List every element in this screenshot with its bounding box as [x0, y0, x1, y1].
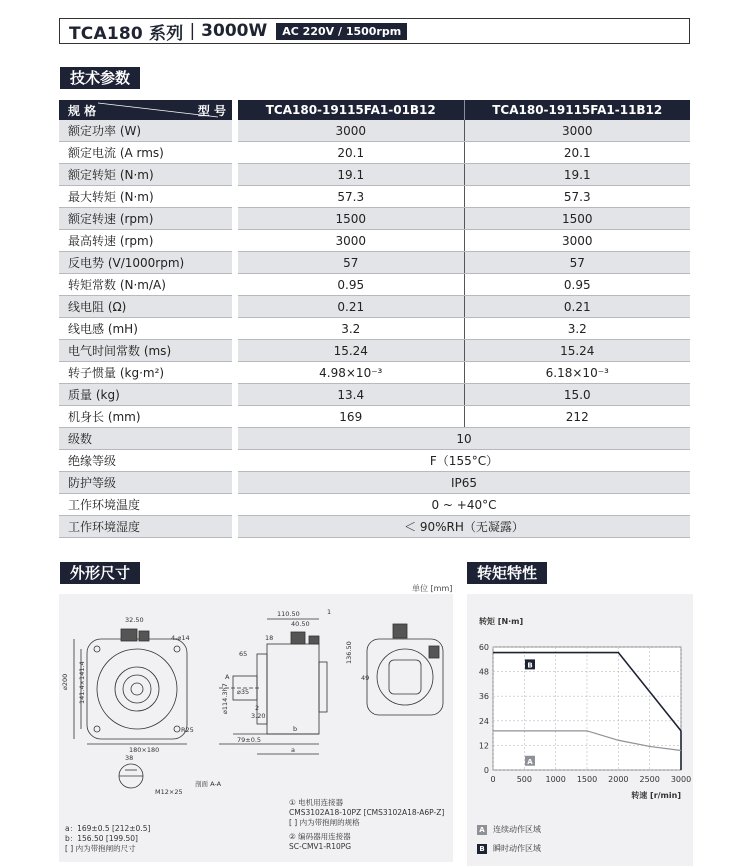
power-rating: 3000W: [201, 21, 268, 41]
spec-label: 最大转矩 (N·m): [59, 186, 232, 208]
x-tick-label: 500: [516, 775, 532, 784]
spec-value-model-1: 3000: [238, 230, 464, 252]
x-tick-label: 2000: [608, 775, 629, 784]
note-connector-1-model: CMS3102A18-10PZ [CMS3102A18-A6P-Z]: [289, 808, 445, 817]
y-tick-label: 36: [478, 692, 489, 702]
spec-value-model-1: 3000: [238, 120, 464, 142]
spec-value-model-2: 15.0: [464, 384, 690, 406]
dim-d20: M12×25: [155, 788, 183, 796]
spec-row: [59, 252, 690, 274]
spec-label: 反电势 (V/1000rpm): [59, 252, 232, 274]
spec-label: 额定转矩 (N·m): [59, 164, 232, 186]
spec-row: [59, 406, 690, 428]
spec-row: [59, 472, 690, 494]
x-tick-label: 1500: [576, 775, 598, 784]
dim-d24: 2: [255, 704, 260, 712]
spec-table: [59, 100, 690, 538]
x-tick-label: 0: [490, 775, 496, 784]
spec-label: 级数: [59, 428, 232, 450]
dim-d11: ⌀114.3h7: [221, 683, 229, 714]
spec-value-model-2: 212: [464, 406, 690, 428]
spec-header-row: [59, 100, 690, 120]
note-b: b：156.50 [199.50]: [65, 834, 138, 843]
spec-value-model-2: 3000: [464, 230, 690, 252]
dim-d12: ⌀35: [237, 688, 250, 696]
dim-d9: 40.50: [291, 620, 310, 628]
notes-left: [65, 824, 150, 854]
spec-value-model-1: 15.24: [238, 340, 464, 362]
dim-d10: 65: [239, 650, 248, 658]
spec-value: F（155°C）: [238, 450, 690, 472]
spec-value-model-2: 57: [464, 252, 690, 274]
spec-value-model-2: 57.3: [464, 186, 690, 208]
note-bracket: [ ] 内为带抱闸的尺寸: [65, 844, 136, 853]
spec-label: 防护等级: [59, 472, 232, 494]
spec-value-model-2: 3000: [464, 120, 690, 142]
y-tick-label: 12: [478, 741, 489, 751]
dim-d17: 136.50: [345, 641, 353, 664]
spec-value-model-1: 20.1: [238, 142, 464, 164]
spec-label: 转子惯量 (kg·m²): [59, 362, 232, 384]
dim-d19: 38: [125, 754, 134, 762]
corner-left: 规 格: [68, 103, 97, 118]
corner-diagonal-icon: [98, 100, 218, 120]
note-connector-2: ② 编码器用连接器: [289, 832, 351, 841]
x-tick-label: 3000: [670, 775, 692, 784]
spec-value-model-1: 13.4: [238, 384, 464, 406]
spec-value-model-2: 15.24: [464, 340, 690, 362]
y-axis-label: 转矩 [N·m]: [479, 617, 524, 626]
spec-label: 绝缘等级: [59, 450, 232, 472]
front-body-circle: [97, 649, 177, 729]
dim-d14: 79±0.5: [237, 736, 262, 744]
spec-value-model-1: 0.21: [238, 296, 464, 318]
spec-label: 额定转速 (rpm): [59, 208, 232, 230]
dim-d16: a: [291, 746, 295, 754]
spec-value: ＜ 90%RH（无凝露）: [238, 516, 690, 538]
spec-value: 10: [238, 428, 690, 450]
dim-d6: R25: [181, 726, 194, 734]
spec-value-model-2: 3.2: [464, 318, 690, 340]
spec-label: 机身长 (mm): [59, 406, 232, 428]
legend-a-swatch: A: [477, 825, 487, 835]
spec-value-model-2: 6.18×10⁻³: [464, 362, 690, 384]
spec-corner: [59, 100, 232, 120]
note-a: a：169±0.5 [212±0.5]: [65, 824, 151, 833]
spec-label: 工作环境温度: [59, 494, 232, 516]
dim-d13: 3.20: [251, 712, 266, 720]
y-tick-label: 48: [478, 667, 489, 677]
spec-row: [59, 296, 690, 318]
x-tick-label: 1000: [545, 775, 566, 784]
spec-label: 质量 (kg): [59, 384, 232, 406]
spec-row: [59, 516, 690, 538]
legend-a-label: 连续动作区域: [493, 825, 541, 834]
spec-value-model-1: 4.98×10⁻³: [238, 362, 464, 384]
note-connector-1: ① 电机用连接器: [289, 798, 344, 807]
spec-value-model-1: 0.95: [238, 274, 464, 296]
spec-value-model-2: 1500: [464, 208, 690, 230]
y-tick-label: 0: [483, 766, 489, 775]
model-1-header: TCA180-19115FA1-01B12: [238, 100, 464, 120]
model-2-header: TCA180-19115FA1-11B12: [464, 100, 690, 120]
side-body: [267, 644, 319, 734]
spec-value-model-1: 169: [238, 406, 464, 428]
notes-right: [289, 798, 444, 852]
dim-d2: 4-⌀14: [171, 634, 190, 642]
spec-label: 最高转速 (rpm): [59, 230, 232, 252]
title-bar: [59, 18, 690, 44]
x-axis-label: 转速 [r/min]: [631, 791, 681, 800]
spec-row: [59, 362, 690, 384]
dim-d22: 剖面 A-A: [195, 780, 222, 788]
section-outline: 外形尺寸: [60, 562, 140, 584]
spec-label: 线电感 (mH): [59, 318, 232, 340]
spec-value-model-2: 20.1: [464, 142, 690, 164]
series-title: TCA180 系列: [69, 23, 184, 44]
legend-a: [477, 824, 541, 835]
spec-label: 额定电流 (A rms): [59, 142, 232, 164]
dim-d8: 18: [265, 634, 274, 642]
spec-value: IP65: [238, 472, 690, 494]
spec-value-model-1: 57.3: [238, 186, 464, 208]
spec-row: [59, 494, 690, 516]
corner-right: 型 号: [197, 103, 226, 118]
spec-value-model-1: 3.2: [238, 318, 464, 340]
outline-drawing: [59, 594, 453, 862]
spec-row: [59, 186, 690, 208]
spec-row: [59, 120, 690, 142]
spec-label: 转矩常数 (N·m/A): [59, 274, 232, 296]
y-tick-label: 60: [478, 643, 489, 652]
dim-d4: 141.4×141.4: [78, 661, 86, 704]
spec-row: [59, 142, 690, 164]
x-tick-label: 2500: [639, 775, 660, 784]
spec-label: 电气时间常数 (ms): [59, 340, 232, 362]
note-connector-1-bracket: [ ] 内为带抱闸的规格: [289, 818, 360, 827]
y-tick-label: 24: [478, 716, 489, 726]
spec-label: 线电阻 (Ω): [59, 296, 232, 318]
spec-row: [59, 318, 690, 340]
spec-row: [59, 230, 690, 252]
unit-label: 单位 [mm]: [412, 584, 453, 593]
spec-value-model-1: 57: [238, 252, 464, 274]
series-label-b: B: [527, 661, 533, 670]
legend-b: [477, 843, 541, 854]
title-separator: |: [189, 21, 196, 41]
note-connector-2-model: SC-CMV1-R10PG: [289, 842, 352, 851]
dim-d5: 180×180: [129, 746, 160, 754]
spec-value-model-2: 0.95: [464, 274, 690, 296]
legend-b-label: 瞬时动作区域: [493, 844, 541, 853]
spec-row: [59, 274, 690, 296]
dim-d3: ⌀200: [61, 673, 69, 690]
spec-label: 工作环境湿度: [59, 516, 232, 538]
spec-row: [59, 428, 690, 450]
section-torque: 转矩特性: [467, 562, 547, 584]
spec-row: [59, 164, 690, 186]
spec-value-model-2: 0.21: [464, 296, 690, 318]
dim-d18: 49: [361, 674, 370, 682]
spec-row: [59, 450, 690, 472]
dim-d1: 32.50: [125, 616, 144, 624]
dim-d7: 110.50: [277, 610, 300, 618]
voltage-badge: AC 220V / 1500rpm: [276, 23, 407, 40]
spec-value: 0 ~ +40°C: [238, 494, 690, 516]
dim-d21: A: [225, 673, 230, 681]
series-label-a: A: [527, 757, 533, 766]
spec-value-model-2: 19.1: [464, 164, 690, 186]
legend-b-swatch: B: [477, 844, 487, 854]
spec-row: [59, 340, 690, 362]
dim-d23: 1: [327, 608, 332, 616]
spec-row: [59, 384, 690, 406]
torque-chart-panel: [467, 594, 693, 866]
spec-row: [59, 208, 690, 230]
front-flange: [87, 639, 187, 739]
section-tech-params: 技术参数: [60, 67, 140, 89]
spec-label: 额定功率 (W): [59, 120, 232, 142]
spec-value-model-1: 1500: [238, 208, 464, 230]
dim-d15: b: [293, 725, 298, 733]
spec-value-model-1: 19.1: [238, 164, 464, 186]
